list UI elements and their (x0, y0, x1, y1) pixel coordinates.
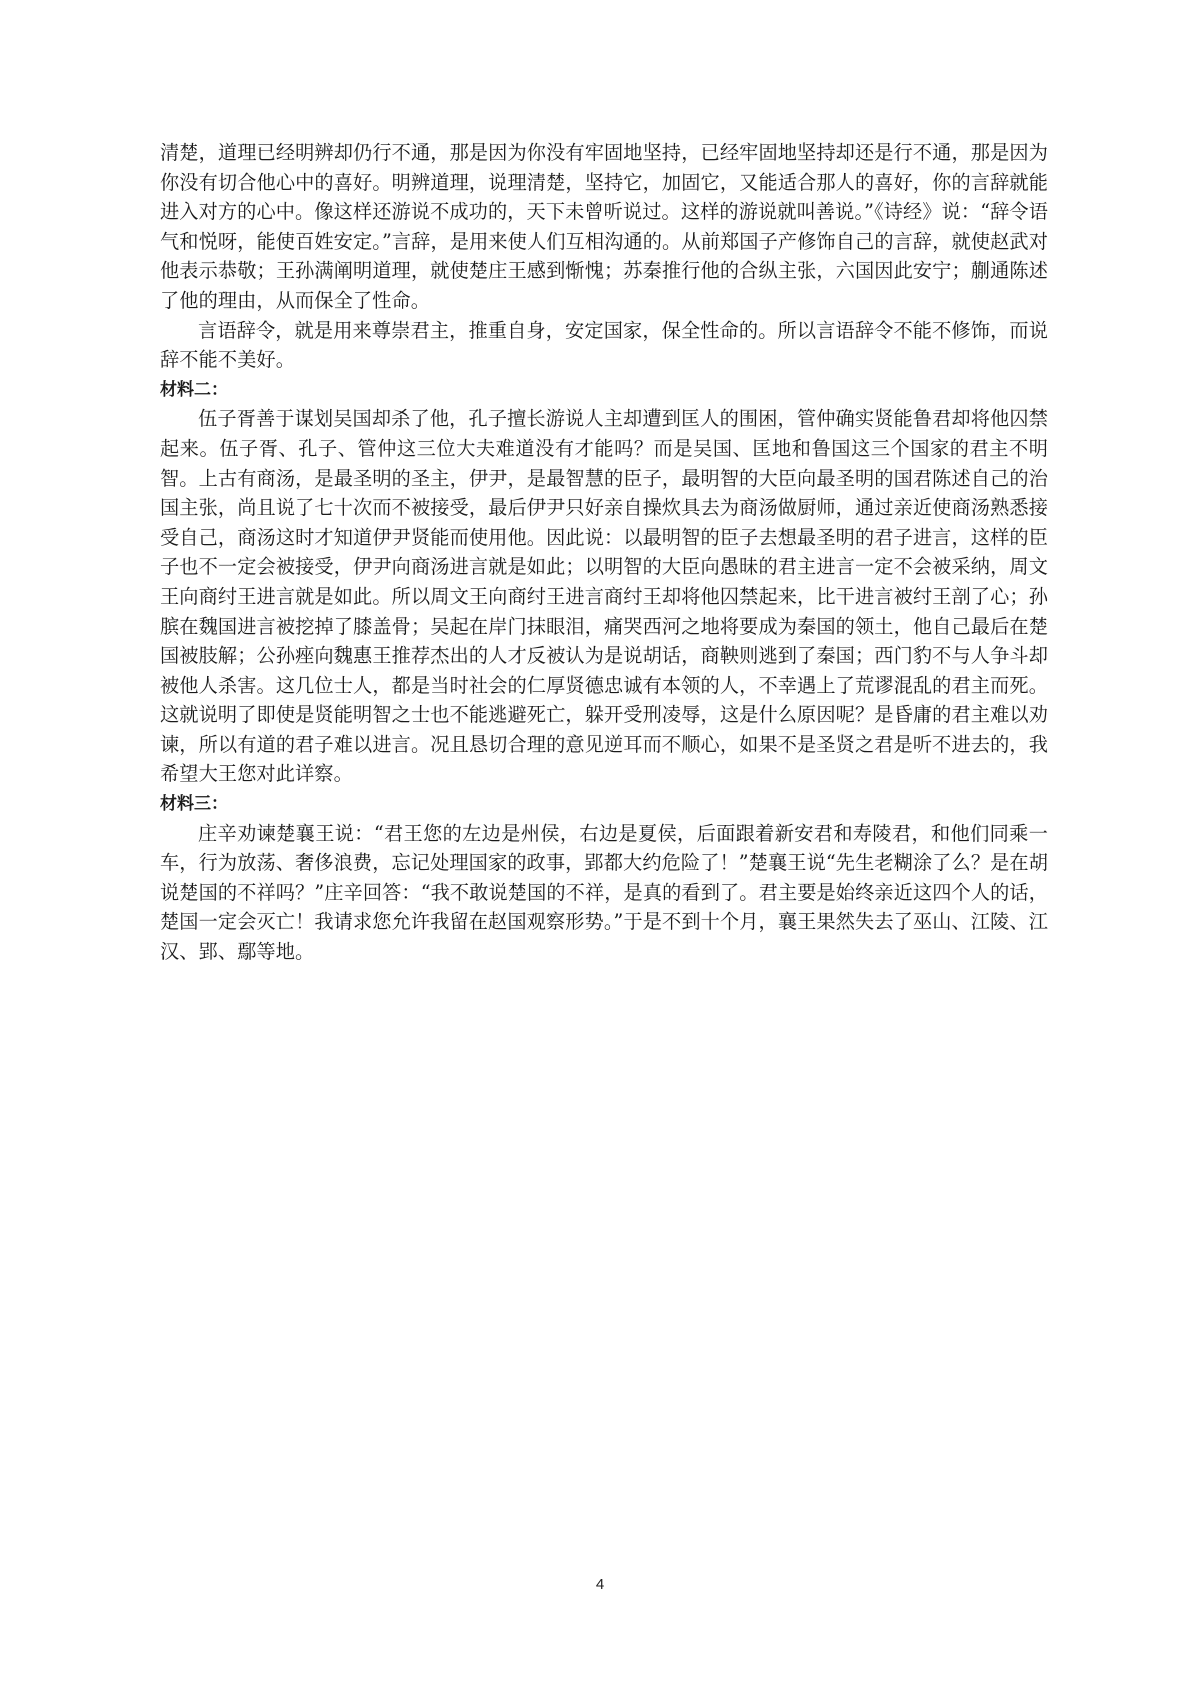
paragraph-speech-importance: 言语辞令，就是用来尊崇君主，推重自身，安定国家，保全性命的。所以言语辞令不能不修饰，而说辞不能不美好。 (160, 318, 1048, 372)
paragraph-continuation: 清楚，道理已经明辨却仍行不通，那是因为你没有牢固地坚持，已经牢固地坚持却还是行不通，那是因为你没有切合他心中的喜好。明辨道理，说理清楚，坚持它，加固它，又能适合那人的喜好，你的言辞就能进入对方的心中。像这样还游说不成功的，天下未曾听说过。这样的游说就叫善说。”《诗经》说：“辞令语气和悦呀，能使百姓安定。”言辞，是用来使人们互相沟通的。从前郑国子产修饰自己的言辞，就使赵武对他表示恭敬；王孙满阐明道理，就使楚庄王感到惭愧；苏秦推行他的合纵主张，六国因此安宁；蒯通陈述了他的理由，从而保全了性命。 (160, 141, 1048, 312)
paragraph-material-2: 伍子胥善于谋划吴国却杀了他，孔子擅长游说人主却遭到匡人的围困，管仲确实贤能鲁君却将他囚禁起来。伍子胥、孔子、管仲这三位大夫难道没有才能吗？而是吴国、匡地和鲁国这三个国家的君主不明智。上古有商汤，是最圣明的圣主，伊尹，是最智慧的臣子，最明智的大臣向最圣明的国君陈述自己的治国主张，尚且说了七十次而不被接受，最后伊尹只好亲自操炊具去为商汤做厨师，通过亲近使商汤熟悉接受自己，商汤这时才知道伊尹贤能而使用他。因此说：以最明智的臣子去想最圣明的君子进言，这样的臣子也不一定会被接受，伊尹向商汤进言就是如此；以明智的大臣向愚昧的君主进言一定不会被采纳，周文王向商纣王进言就是如此。所以周文王向商纣王进言商纣王却将他囚禁起来，比干进言被纣王剖了心；孙膑在魏国进言被挖掉了膝盖骨；吴起在岸门抹眼泪，痛哭西河之地将要成为秦国的领土，他自己最后在楚国被肢解；公孙痤向魏惠王推荐杰出的人才反被认为是说胡话，商鞅则逃到了秦国；西门豹不与人争斗却被他人杀害。这几位士人，都是当时社会的仁厚贤德忠诚有本领的人，不幸遇上了荒谬混乱的君主而死。这就说明了即使是贤能明智之士也不能逃避死亡，躲开受刑凌辱，这是什么原因呢？是昏庸的君主难以劝谏，所以有道的君子难以进言。况且恳切合理的意见逆耳而不顺心，如果不是圣贤之君是听不进去的，我希望大王您对此详察。 (160, 407, 1048, 786)
document-body (160, 138, 1048, 967)
section-heading-material-2: 材料二： (160, 379, 228, 399)
paragraph-material-3: 庄辛劝谏楚襄王说：“君王您的左边是州侯，右边是夏侯，后面跟着新安君和寿陵君，和他们同乘一车，行为放荡、奢侈浪费，忘记处理国家的政事，郢都大约危险了！”楚襄王说“先生老糊涂了么？是在胡说楚国的不祥吗？”庄辛回答：“我不敢说楚国的不祥，是真的看到了。君主要是始终亲近这四个人的话，楚国一定会灭亡！我请求您允许我留在赵国观察形势。”于是不到十个月，襄王果然失去了巫山、江陵、江汉、郢、鄢等地。 (160, 821, 1048, 964)
section-heading-material-3: 材料三： (160, 794, 228, 814)
page-number: 4 (595, 1576, 605, 1593)
